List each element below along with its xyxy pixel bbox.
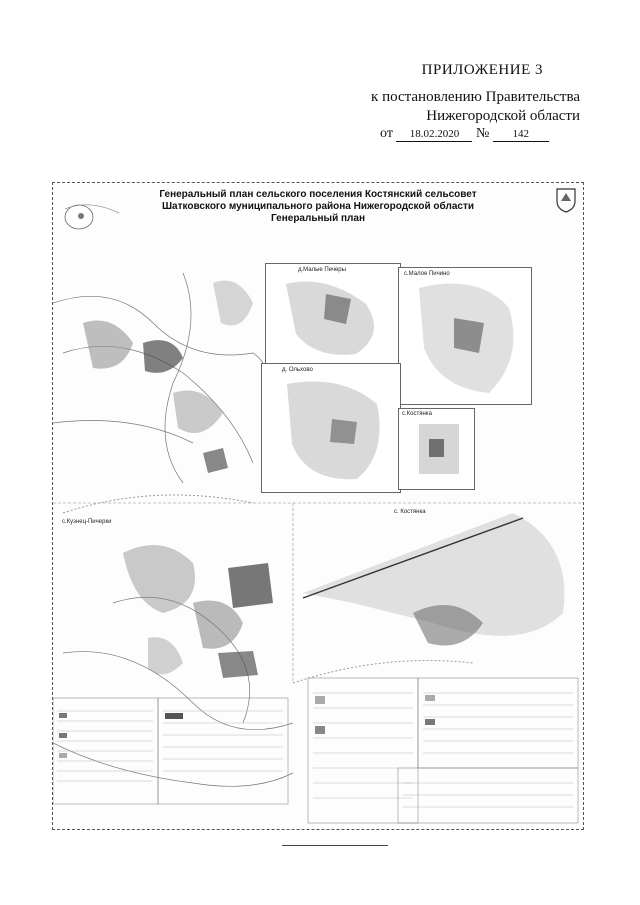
place-label-middle: д. Ольхово bbox=[282, 367, 313, 373]
map-title-line-3: Генеральный план bbox=[271, 213, 365, 224]
date-prefix: от bbox=[380, 126, 393, 141]
resolution-line-2: Нижегородской области bbox=[426, 108, 580, 124]
inset-middle-right bbox=[398, 408, 475, 490]
number-value: 142 bbox=[493, 127, 549, 142]
appendix-title: ПРИЛОЖЕНИЕ 3 bbox=[421, 62, 543, 78]
inset-top-right bbox=[398, 267, 532, 405]
place-label-top-middle: д.Малые Печеры bbox=[298, 267, 346, 273]
date-value: 18.02.2020 bbox=[396, 127, 472, 142]
inset-top-middle bbox=[265, 263, 401, 365]
date-line bbox=[380, 126, 549, 142]
map-title-line-1: Генеральный план сельского поселения Костянский сельсовет bbox=[159, 189, 477, 200]
number-sign: № bbox=[475, 126, 490, 141]
bottom-rule bbox=[282, 845, 388, 846]
resolution-text bbox=[0, 88, 580, 126]
general-plan-map bbox=[52, 182, 584, 830]
place-label-middle-right: с.Костянка bbox=[402, 411, 432, 417]
inset-middle bbox=[261, 363, 401, 493]
place-label-top-right: с.Малое Пичино bbox=[404, 271, 450, 277]
resolution-line-1: к постановлению Правительства bbox=[371, 89, 580, 105]
map-title-line-2: Шатковского муниципального района Нижегородской области bbox=[162, 201, 474, 212]
place-label-bottom-left: с.Кузнец-Пичерки bbox=[62, 519, 112, 525]
place-label-bottom-right: с. Костянка bbox=[394, 509, 426, 515]
